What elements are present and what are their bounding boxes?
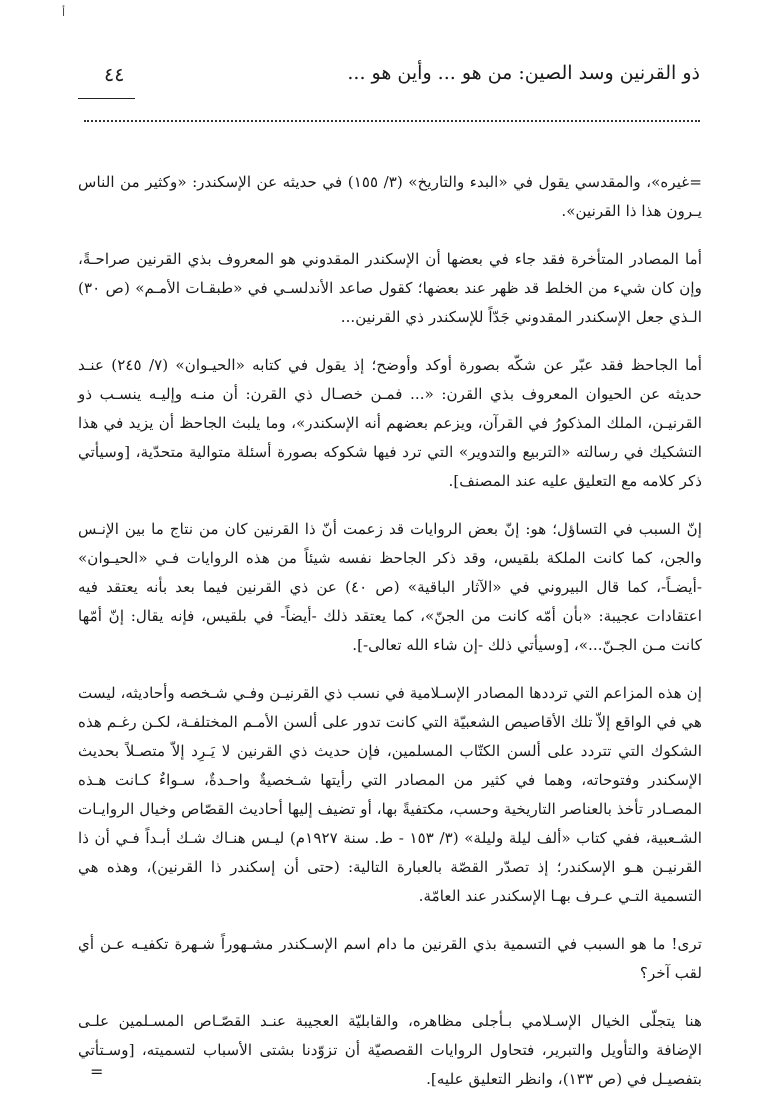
paragraph-2: أما المصادر المتأخرة فقد جاء في بعضها أن الإسكندر المقدوني هو المعروف بذي القرنين صراحـةً، وإن كان شيء من الخلط قد ظهر عند بعضها؛ كقول صاعد الأندلسـي في «طبقـات الأمـم» (ص ٣٠) الـذي جعل الإسكندر المقدوني جَدّاً للإسكندر ذي القرنين...: [78, 250, 702, 326]
paragraph-1: =غيره»، والمقدسي يقول في «البدء والتاريخ» (٣/ ١٥٥) في حديثه عن الإسكندر: «وكثير من الناس يـرون هذا ذا القرنين».: [78, 173, 702, 220]
continuation-mark: =: [90, 1062, 104, 1081]
running-header: [76, 62, 700, 102]
paragraph-5: إن هذه المزاعم التي ترددها المصادر الإسـلامية في نسب ذي القرنيـن وفـي شـخصه وأحاديثه، ليست هي في الواقع إلاّ تلك الأقاصيص الشعبيّة التي كانت تدور على ألسن الأمـم المختلفـة، لكـن رغـم هذه الشكوك التي تتردد على ألسن الكتّاب المسلمين، فإن حديث ذي القرنين لا يَـرِد إلاّ متصـلاً بحديث الإسكندر وفتوحاته، وهما في كثير من المصادر التي رأيتها شـخصيةٌ واحـدةٌ، سـواءٌ كـانت هـذه المصـادر تأخذ بالعناصر التاريخية وحسب، مكتفيةً بها، أو تضيف إليها أحاديث القصّاص وخيال الروايـات الشـعبية، ففي كتاب «ألف ليلة وليلة» (٣/ ١٥٣ - ط. سنة ١٩٢٧م) ليـس هنـاك شـك أبـداً فـي أن ذا القرنيـن هـو الإسكندر؛ إذ تصدّر القصّة بالعبارة التالية: (حتى أن إسكندر ذا القرنين)، وهذه هي التسمية التـي عـرف بهـا الإسكندر عند العامّة.: [78, 684, 702, 905]
body-text: [78, 168, 702, 1113]
paragraph-7: هنا يتجلّى الخيال الإسـلامي بـأجلى مظاهره، والقابليّة العجيبة عنـد القصّـاص المسـلمين علـى الإضافة والتأويل والتبرير، فتحاول الروايات القصصيّة أن تزوّدنا بشتى الأسباب لتسميته، [وسـتأتي بتفصيـل في (ص ١٣٣)، وانظر التعليق عليه].: [78, 1012, 702, 1088]
paragraph-4: إنّ السبب في التساؤل؛ هو: إنّ بعض الروايات قد زعمت أنّ ذا القرنين كان من نتاج ما بين الإنـس والجن، كما كانت الملكة بلقيس، وقد ذكر الجاحظ نفسه شيئاً من هذه الروايات فـي «الحيـوان» -أيضـاً-، كما قال البيروني في «الآثار الباقية» (ص ٤٠) عن ذي القرنين فيما بعد بأنه يعتقد فيه اعتقادات عجيبة: «بأن أمّه كانت من الجنّ»، كما يعتقد ذلك -أيضاً- في بلقيس، فإنه يقال: إنّ أمّها كانت مـن الجـنّ...»، [وسيأتي ذلك -إن شاء الله تعالى-].: [78, 520, 702, 654]
dotted-separator: [84, 120, 700, 122]
paragraph-6: ترى! ما هو السبب في التسمية بذي القرنين ما دام اسم الإسـكندر مشـهوراً شـهرة تكفيـه عـن أي لقب آخر؟: [78, 935, 702, 982]
header-title: ذو القرنين وسد الصين: من هو ... وأين هو ...: [347, 62, 700, 84]
paragraph-3: أما الجاحظ فقد عبّر عن شكّه بصورة أوكد وأوضح؛ إذ يقول في كتابه «الحيـوان» (٧/ ٢٤٥) عنـد حديثه عن الحيوان المعروف بذي القرن: «... فمـن خصـال ذي القرن: أن منـه وإليـه ينسـب ذو القرنيـن، الملك المذكورُ في القرآن، ويزعم بعضهم أنه الإسكندر»، وما يلبث الجاحظ أن يزيد في هذا التشكيك في رسالته «التربيع والتدوير» التي ترد فيها شكوكه بصورة أسئلة متوالية متحدّية، [وسيأتي ذكر كلامه مع التعليق عليه عند المصنف].: [78, 356, 702, 490]
page-number: ٤٤: [104, 64, 125, 86]
header-page-rule: [78, 98, 135, 99]
corner-mark: أ: [62, 6, 66, 19]
